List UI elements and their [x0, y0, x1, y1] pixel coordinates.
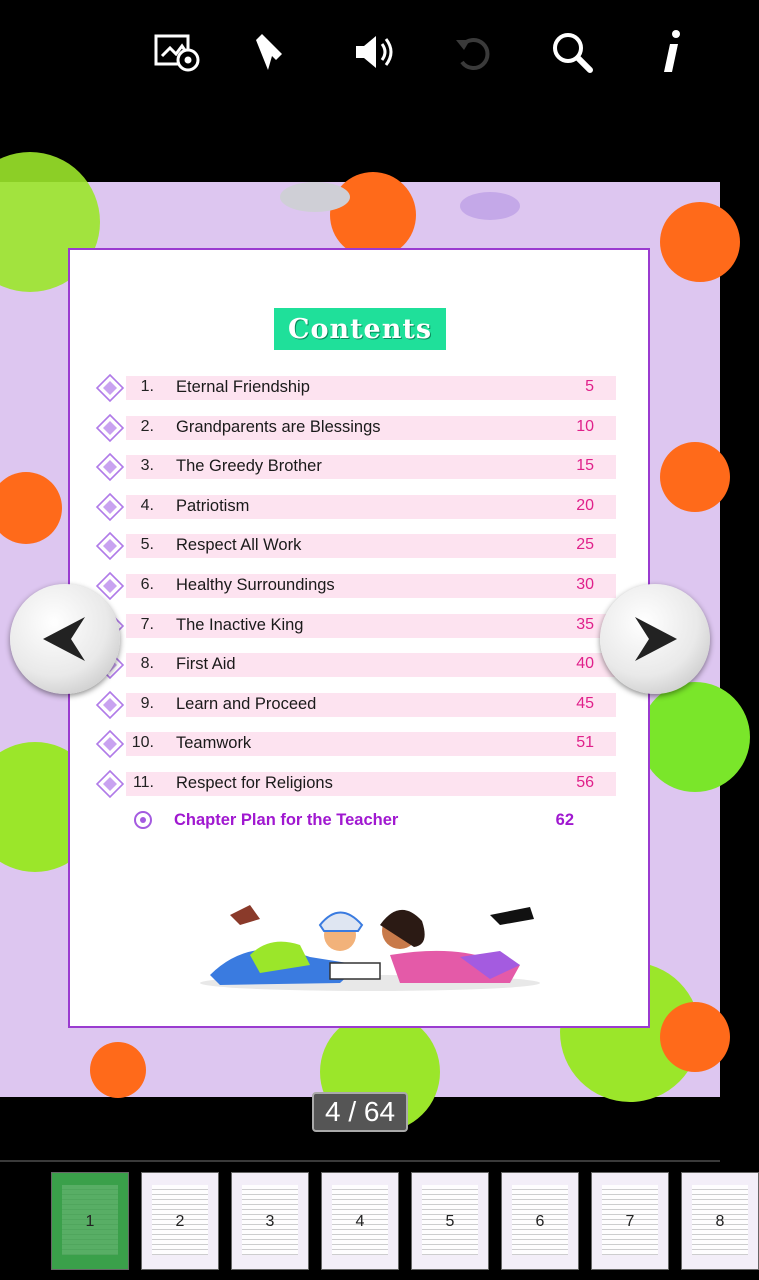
arrow-left-icon [35, 609, 95, 669]
diamond-bullet-icon [96, 374, 124, 402]
toc-entry-title: The Greedy Brother [176, 457, 322, 475]
thumbnail-page-number: 4 [355, 1213, 365, 1230]
diamond-bullet-icon [96, 414, 124, 442]
toc-entry-page: 10 [576, 418, 594, 435]
page-thumbnail[interactable] [51, 1172, 129, 1270]
toc-entry-page: 56 [576, 774, 594, 791]
thumbnail-page-number: 2 [175, 1213, 185, 1230]
diamond-bullet-icon [96, 770, 124, 798]
toc-teacher-plan [134, 808, 594, 836]
decor-circle [90, 1042, 146, 1098]
toc-entry-page: 35 [576, 616, 594, 633]
decor-circle [640, 682, 750, 792]
decor-cloud [280, 182, 350, 212]
page-thumbnail[interactable] [321, 1172, 399, 1270]
toc-entry[interactable] [96, 532, 616, 560]
toc-entry-title: Eternal Friendship [176, 378, 310, 396]
toc-entry-title: First Aid [176, 655, 236, 673]
toc-entry-number: 9. [140, 695, 154, 712]
toc-entry-page: 45 [576, 695, 594, 712]
contents-heading-wrap [274, 308, 446, 350]
toc-entry-number: 8. [140, 655, 154, 672]
background-settings-icon[interactable] [150, 24, 206, 80]
toc-entry-number: 1. [140, 378, 154, 395]
toc-entry-number: 11. [132, 774, 154, 791]
page-thumbnail[interactable] [231, 1172, 309, 1270]
decor-circle [0, 472, 62, 544]
toc-entry[interactable] [96, 414, 616, 442]
page-thumbnail[interactable] [141, 1172, 219, 1270]
toc-entry-number: 4. [140, 497, 154, 514]
toc-entry-page: 15 [576, 457, 594, 474]
thumbnail-page-number: 3 [265, 1213, 275, 1230]
toc-entry-title: Healthy Surroundings [176, 576, 335, 594]
toc-entry-page: 20 [576, 497, 594, 514]
decor-circle [660, 1002, 730, 1072]
toc-entry[interactable] [96, 691, 616, 719]
thumbnail-page-number: 5 [445, 1213, 455, 1230]
diamond-bullet-icon [96, 730, 124, 758]
toc-entry-title: Patriotism [176, 497, 250, 515]
contents-page [68, 248, 650, 1028]
undo-icon[interactable] [446, 24, 502, 80]
toc-entry-title: Learn and Proceed [176, 695, 317, 713]
volume-icon[interactable] [346, 24, 402, 80]
toc-entry-number: 10. [131, 734, 154, 751]
toc-entry[interactable] [96, 730, 616, 758]
search-icon[interactable] [544, 24, 600, 80]
toc-entry[interactable] [96, 453, 616, 481]
toc-entry[interactable] [96, 493, 616, 521]
book-page-view[interactable] [0, 182, 720, 1097]
diamond-bullet-icon [96, 493, 124, 521]
thumbnail-page-number: 1 [85, 1213, 95, 1230]
arrow-right-icon [625, 609, 685, 669]
radio-bullet-icon [134, 811, 152, 829]
thumbnail-page-number: 7 [625, 1213, 635, 1230]
page-thumbnail[interactable] [591, 1172, 669, 1270]
toc-entry[interactable] [96, 374, 616, 402]
decor-circle [330, 172, 416, 258]
toc-entry-page: 51 [576, 734, 594, 751]
diamond-bullet-icon [96, 691, 124, 719]
toc-entry-number: 7. [140, 616, 154, 633]
toc-entry-page: 5 [585, 378, 594, 395]
bookmark-icon[interactable] [244, 24, 300, 80]
teacher-plan-page: 62 [555, 811, 574, 829]
decor-circle [660, 202, 740, 282]
info-icon[interactable] [644, 24, 700, 80]
thumbnail-page-number: 8 [715, 1213, 725, 1230]
top-toolbar [0, 0, 720, 182]
toc-entry-number: 3. [140, 457, 154, 474]
toc-entry-number: 2. [140, 418, 154, 435]
toc-entry[interactable] [96, 572, 616, 600]
page-indicator: 4 / 64 [312, 1092, 408, 1132]
page-thumbnail[interactable] [411, 1172, 489, 1270]
page-thumbnail[interactable] [681, 1172, 759, 1270]
toc-entry-title: Teamwork [176, 734, 252, 752]
decor-circle [660, 442, 730, 512]
thumbnail-page-number: 6 [535, 1213, 545, 1230]
thumbnail-strip[interactable] [0, 1160, 725, 1280]
previous-page-button[interactable] [10, 584, 120, 694]
toc-entry-number: 6. [140, 576, 154, 593]
contents-heading: Contents [274, 308, 446, 350]
toc-entry[interactable] [96, 612, 616, 640]
toc-entry[interactable] [96, 651, 616, 679]
toc-entry-title: The Inactive King [176, 616, 304, 634]
toc-entry-title: Respect for Religions [176, 774, 333, 792]
decor-cloud [460, 192, 520, 220]
toc-entry-page: 40 [576, 655, 594, 672]
teacher-plan-title: Chapter Plan for the Teacher [174, 811, 399, 829]
toc-entry-page: 25 [576, 536, 594, 553]
toc-entry-page: 30 [576, 576, 594, 593]
next-page-button[interactable] [600, 584, 710, 694]
diamond-bullet-icon [96, 453, 124, 481]
toc-entry-title: Respect All Work [176, 536, 302, 554]
page-thumbnail[interactable] [501, 1172, 579, 1270]
children-reading-illustration [190, 895, 550, 995]
diamond-bullet-icon [96, 532, 124, 560]
toc-entry-number: 5. [140, 536, 154, 553]
toc-entry-title: Grandparents are Blessings [176, 418, 381, 436]
toc-entry[interactable] [96, 770, 616, 798]
